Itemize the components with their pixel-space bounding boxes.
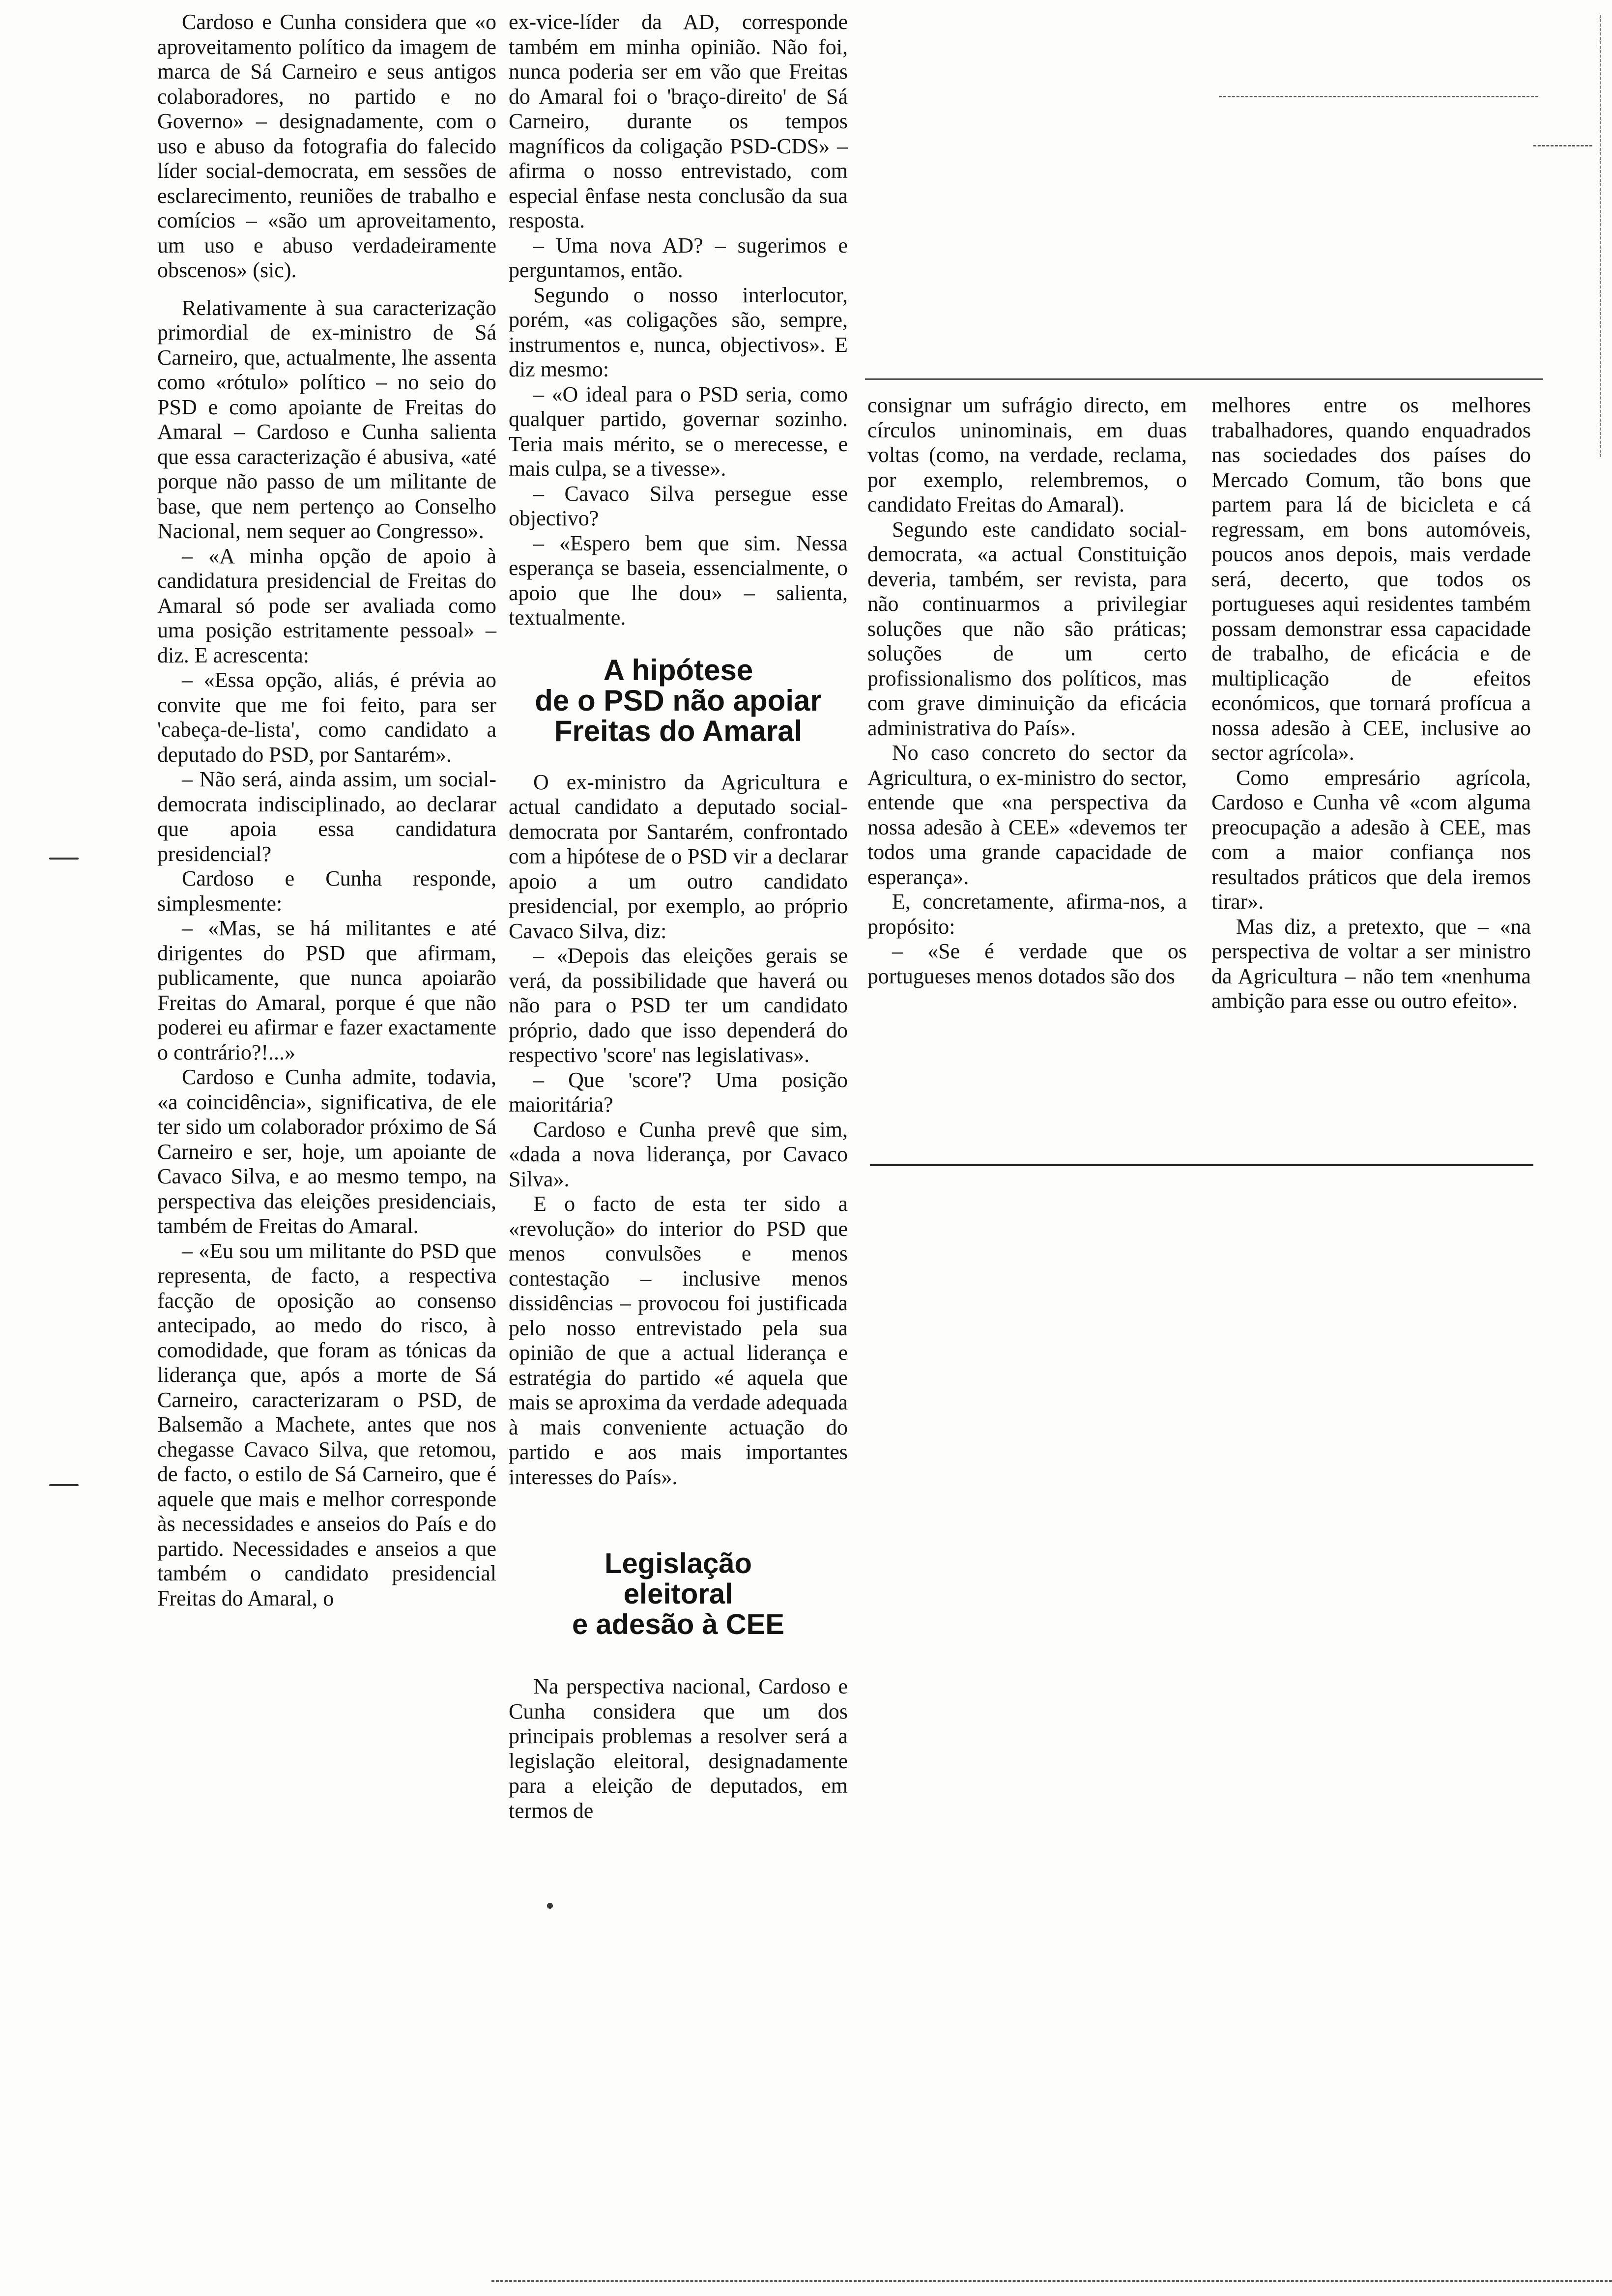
paragraph: Na perspectiva nacional, Cardoso e Cunha considera que um dos principais problemas a resolver será a legislação eleitoral, designadamente para a eleição de deputados, em termos de <box>509 1674 848 1823</box>
paragraph: No caso concreto do sector da Agricultura, o ex-ministro do sector, entende que «na perspectiva da nossa adesão à CEE» «devemos ter todos uma grande capacidade de esperança». <box>867 741 1187 889</box>
paragraph: E o facto de esta ter sido a «revolução» do interior do PSD que menos convulsões e menos contestação – inclusive menos dissidências – provocou foi justificada pelo nosso entrevistado pela sua opinião de que a actual liderança e estratégia do partido «é aquela que mais se aproxima da verdade adequada à mais conveniente actuação do partido e aos mais importantes interesses do País». <box>509 1192 848 1489</box>
paragraph: Cardoso e Cunha responde, simplesmente: <box>157 866 496 916</box>
scan-speck <box>547 1903 553 1909</box>
column-top-rule <box>865 378 1543 380</box>
paragraph: – «Depois das eleições gerais se verá, da possibilidade que haverá ou não para o PSD ter um candidato próprio, dado que isso dependerá do respectivo 'score' nas legislativas». <box>509 944 848 1067</box>
paragraph: – «Essa opção, aliás, é prévia ao convite que me foi feito, para ser 'cabeça-de-lista', como candidato a deputado do PSD, por Santarém». <box>157 668 496 767</box>
paragraph: – «Espero bem que sim. Nessa esperança se baseia, essencialmente, o apoio que lhe dou» – salienta, textualmente. <box>509 531 848 630</box>
scan-tick-left-1 <box>49 858 79 860</box>
paragraph: – «O ideal para o PSD seria, como qualquer partido, governar sozinho. Teria mais mérito, se o merecesse, e mais culpa, se a tivesse». <box>509 382 848 481</box>
heading-line: Freitas do Amaral <box>554 714 803 747</box>
paragraph: Mas diz, a pretexto, que – «na perspectiva de voltar a ser ministro da Agricultura – não tem «nenhuma ambição para esse ou outro efeito». <box>1211 914 1531 1013</box>
heading-line: e adesão à CEE <box>572 1608 784 1640</box>
scan-mark-top-2 <box>1533 145 1592 146</box>
paragraph: Cardoso e Cunha prevê que sim, «dada a nova liderança, por Cavaco Silva». <box>509 1117 848 1191</box>
paragraph: – «A minha opção de apoio à candidatura presidencial de Freitas do Amaral só pode ser avaliada como uma posição estritamente pessoal» – diz. E acrescenta: <box>157 544 496 667</box>
paragraph: ex-vice-líder da AD, corresponde também em minha opinião. Não foi, nunca poderia ser em vão que Freitas do Amaral foi o 'braço-direito' de Sá Carneiro, durante os tempos magníficos da coligação PSD-CDS» – afirma o nosso entrevistado, com especial ênfase nesta conclusão da sua resposta. <box>509 10 848 232</box>
heading-line: eleitoral <box>623 1578 733 1610</box>
article-column-2 <box>509 0 848 1823</box>
heading-line: A hipótese <box>603 653 753 687</box>
scan-mark-top <box>1219 96 1538 97</box>
article-column-3 <box>867 393 1187 989</box>
article-column-4 <box>1211 393 1531 1014</box>
section-heading-2 <box>509 1549 848 1640</box>
paragraph: – Não será, ainda assim, um social-democrata indisciplinado, ao declarar que apoia essa candidatura presidencial? <box>157 767 496 866</box>
paragraph: E, concretamente, afirma-nos, a propósito: <box>867 890 1187 939</box>
heading-line: de o PSD não apoiar <box>535 684 822 717</box>
section-heading-1 <box>509 655 848 746</box>
paragraph: Segundo este candidato social-democrata, «a actual Constituição deveria, também, ser revista, para não continuarmos a privilegiar soluções que não são práticas; soluções de um certo profissionalismo dos políticos, mas com grave diminuição da eficácia administrativa do País». <box>867 517 1187 740</box>
paragraph: Segundo o nosso interlocutor, porém, «as coligações são, sempre, instrumentos e, nunca, objectivos». E diz mesmo: <box>509 283 848 381</box>
paragraph: O ex-ministro da Agricultura e actual candidato a deputado social-democrata por Santarém, confrontado com a hipótese de o PSD vir a declarar apoio a um outro candidato presidencial, por exemplo, ao próprio Cavaco Silva, diz: <box>509 770 848 943</box>
scan-tick-left-2 <box>49 1484 79 1486</box>
paragraph: – «Eu sou um militante do PSD que representa, de facto, a respectiva facção de oposição ao consenso antecipado, ao medo do risco, à comodidade, que foram as tónicas da liderança que, após a morte de Sá Carneiro, caracterizaram o PSD, de Balsemão a Machete, antes que nos chegasse Cavaco Silva, que retomou, de facto, o estilo de Sá Carneiro, que é aquele que mais e melhor corresponde às necessidades e anseios do País e do partido. Necessidades e anseios a que também o candidato presidencial Freitas do Amaral, o <box>157 1238 496 1610</box>
paragraph: Cardoso e Cunha considera que «o aproveitamento político da imagem de marca de Sá Carneiro e seus antigos colaboradores, no partido e no Governo» – designadamente, com o uso e abuso da fotografia do falecido líder social-democrata, em sessões de esclarecimento, reuniões de trabalho e comícios – «são um aproveitamento, um uso e abuso verdadeiramente obscenos» (sic). <box>157 10 496 282</box>
paragraph: – «Se é verdade que os portugueses menos dotados são dos <box>867 939 1187 988</box>
scan-mark-bottom <box>491 2280 1612 2282</box>
paragraph: Cardoso e Cunha admite, todavia, «a coincidência», significativa, de ele ter sido um colaborador próximo de Sá Carneiro e ser, hoje, um apoiante de Cavaco Silva, e ao mesmo tempo, na perspectiva das eleições presidenciais, também de Freitas do Amaral. <box>157 1065 496 1238</box>
paragraph: – Uma nova AD? – sugerimos e perguntamos, então. <box>509 233 848 282</box>
paragraph: – Que 'score'? Uma posição maioritária? <box>509 1067 848 1117</box>
article-column-1 <box>157 0 496 1611</box>
paragraph: Relativamente à sua caracterização primordial de ex-ministro de Sá Carneiro, que, actualmente, lhe assenta como «rótulo» político – no seio do PSD e como apoiante de Freitas do Amaral – Cardoso e Cunha salienta que essa caracterização é abusiva, «até porque não passo de um militante de base, que nem pertenço ao Conselho Nacional, nem sequer ao Congresso». <box>157 295 496 543</box>
paragraph: consignar um sufrágio directo, em círculos uninominais, em duas voltas (como, na verdade, reclama, por exemplo, relembremos, o candidato Freitas do Amaral). <box>867 393 1187 517</box>
scan-mark-right <box>1600 15 1603 457</box>
paragraph: – «Mas, se há militantes e até dirigentes do PSD que afirmam, publicamente, que nunca apoiarão Freitas do Amaral, porque é que não poderei eu afirmar e fazer exactamente o contrário?!...» <box>157 916 496 1064</box>
paragraph: Como empresário agrícola, Cardoso e Cunha vê «com alguma preocupação a adesão à CEE, mas com a maior confiança nos resultados práticos que dela iremos tirar». <box>1211 765 1531 914</box>
heading-line: Legislação <box>604 1548 752 1579</box>
paragraph: – Cavaco Silva persegue esse objectivo? <box>509 481 848 530</box>
paragraph: melhores entre os melhores trabalhadores, quando enquadrados nas sociedades dos países do Mercado Comum, tão bons que partem para lá de bicicleta e cá regressam, em bons automóveis, poucos anos depois, mais verdade será, decerto, que todos os portugueses aqui residentes também possam demonstrar essa capacidade de trabalho, de eficácia e de multiplicação de efeitos económicos, que tornará profícua a nossa adesão à CEE, inclusive ao sector agrícola». <box>1211 393 1531 765</box>
column-bottom-rule <box>870 1164 1533 1166</box>
